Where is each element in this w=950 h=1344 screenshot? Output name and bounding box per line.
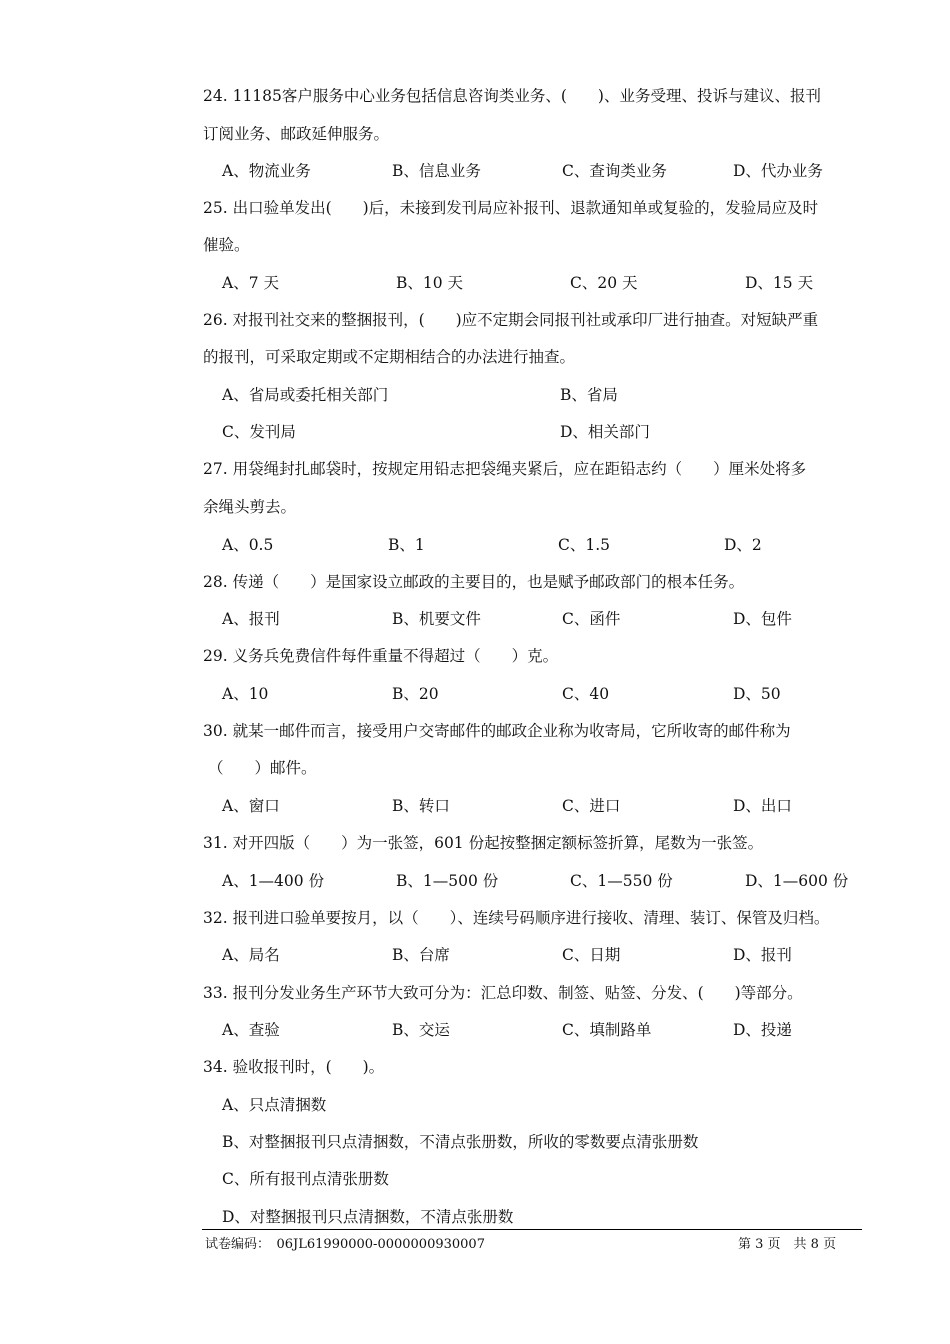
option-b: B、省局 <box>560 386 618 404</box>
option-c: C、1.5 <box>558 536 611 554</box>
option-d: D、50 <box>733 685 781 703</box>
option-d: D、包件 <box>733 610 792 628</box>
option-a: A、省局或委托相关部门 <box>222 386 389 404</box>
question-26-text-line2: 的报刊，可采取定期或不定期相结合的办法进行抽查。 <box>203 348 576 366</box>
option-b: B、10 天 <box>396 274 464 292</box>
option-c: C、函件 <box>562 610 621 628</box>
option-a: A、只点清捆数 <box>222 1096 327 1114</box>
option-d: D、出口 <box>733 797 792 815</box>
option-d: D、代办业务 <box>733 162 823 180</box>
option-d: D、相关部门 <box>560 423 650 441</box>
question-34-text-line1: 34. 验收报刊时，( )。 <box>203 1058 385 1076</box>
question-29-text-line1: 29. 义务兵免费信件每件重量不得超过（ ）克。 <box>203 647 559 665</box>
option-d: D、报刊 <box>733 946 792 964</box>
question-26-text-line1: 26. 对报刊社交来的整捆报刊，( )应不定期会同报刊社或承印厂进行抽查。对短缺严重 <box>203 311 819 329</box>
option-c: C、所有报刊点清张册数 <box>222 1170 389 1188</box>
question-25-text-line1: 25. 出口验单发出( )后，未接到发刊局应补报刊、退款通知单或复验的，发验局应及时 <box>203 199 819 217</box>
option-a: A、0.5 <box>222 536 274 554</box>
option-a: A、10 <box>222 685 269 703</box>
option-b: B、1 <box>388 536 425 554</box>
option-c: C、填制路单 <box>562 1021 652 1039</box>
option-d: D、2 <box>724 536 762 554</box>
option-a: A、查验 <box>222 1021 280 1039</box>
option-d: D、投递 <box>733 1021 792 1039</box>
question-27-text-line2: 余绳头剪去。 <box>203 498 297 516</box>
page-number: 第 3 页 共 8 页 <box>738 1237 837 1252</box>
question-28-text-line1: 28. 传递（ ）是国家设立邮政的主要目的，也是赋予邮政部门的根本任务。 <box>203 573 745 591</box>
option-b: B、对整捆报刊只点清捆数，不清点张册数，所收的零数要点清张册数 <box>222 1133 699 1151</box>
option-a: A、窗口 <box>222 797 280 815</box>
option-c: C、查询类业务 <box>562 162 667 180</box>
option-c: C、40 <box>562 685 610 703</box>
footer-divider <box>202 1229 862 1230</box>
question-25-text-line2: 催验。 <box>203 236 250 254</box>
question-32-text-line1: 32. 报刊进口验单要按月，以（ ）、连续号码顺序进行接收、清理、装订、保管及归档。 <box>203 909 830 927</box>
question-30-text-line1: 30. 就某一邮件而言，接受用户交寄邮件的邮政企业称为收寄局，它所收寄的邮件称为 <box>203 722 791 740</box>
option-b: B、20 <box>392 685 439 703</box>
question-31-text-line1: 31. 对开四版（ ）为一张签，601 份起按整捆定额标签折算，尾数为一张签。 <box>203 834 764 852</box>
option-c: C、进口 <box>562 797 621 815</box>
question-24-text-line1: 24. 11185客户服务中心业务包括信息咨询类业务、( )、业务受理、投诉与建议、报刊 <box>203 87 821 105</box>
option-d: D、对整捆报刊只点清捆数，不清点张册数 <box>222 1208 514 1226</box>
option-b: B、机要文件 <box>392 610 481 628</box>
option-b: B、转口 <box>392 797 450 815</box>
question-27-text-line1: 27. 用袋绳封扎邮袋时，按规定用铅志把袋绳夹紧后，应在距铅志约（ ）厘米处将多 <box>203 460 807 478</box>
option-c: C、1—550 份 <box>570 872 673 890</box>
option-b: B、台席 <box>392 946 450 964</box>
option-c: C、日期 <box>562 946 621 964</box>
question-24-text-line2: 订阅业务、邮政延伸服务。 <box>203 125 390 143</box>
option-d: D、1—600 份 <box>745 872 849 890</box>
option-b: B、交运 <box>392 1021 450 1039</box>
option-a: A、报刊 <box>222 610 280 628</box>
option-d: D、15 天 <box>745 274 814 292</box>
option-a: A、1—400 份 <box>222 872 325 890</box>
option-b: B、1—500 份 <box>396 872 499 890</box>
option-a: A、物流业务 <box>222 162 311 180</box>
option-c: C、发刊局 <box>222 423 296 441</box>
option-c: C、20 天 <box>570 274 638 292</box>
question-30-text-line2: （ ）邮件。 <box>208 759 317 777</box>
option-a: A、7 天 <box>222 274 279 292</box>
exam-code: 试卷编码： 06JL61990000-0000000930007 <box>205 1237 485 1252</box>
option-a: A、局名 <box>222 946 280 964</box>
option-b: B、信息业务 <box>392 162 481 180</box>
question-33-text-line1: 33. 报刊分发业务生产环节大致可分为：汇总印数、制签、贴签、分发、( )等部分。 <box>203 984 803 1002</box>
